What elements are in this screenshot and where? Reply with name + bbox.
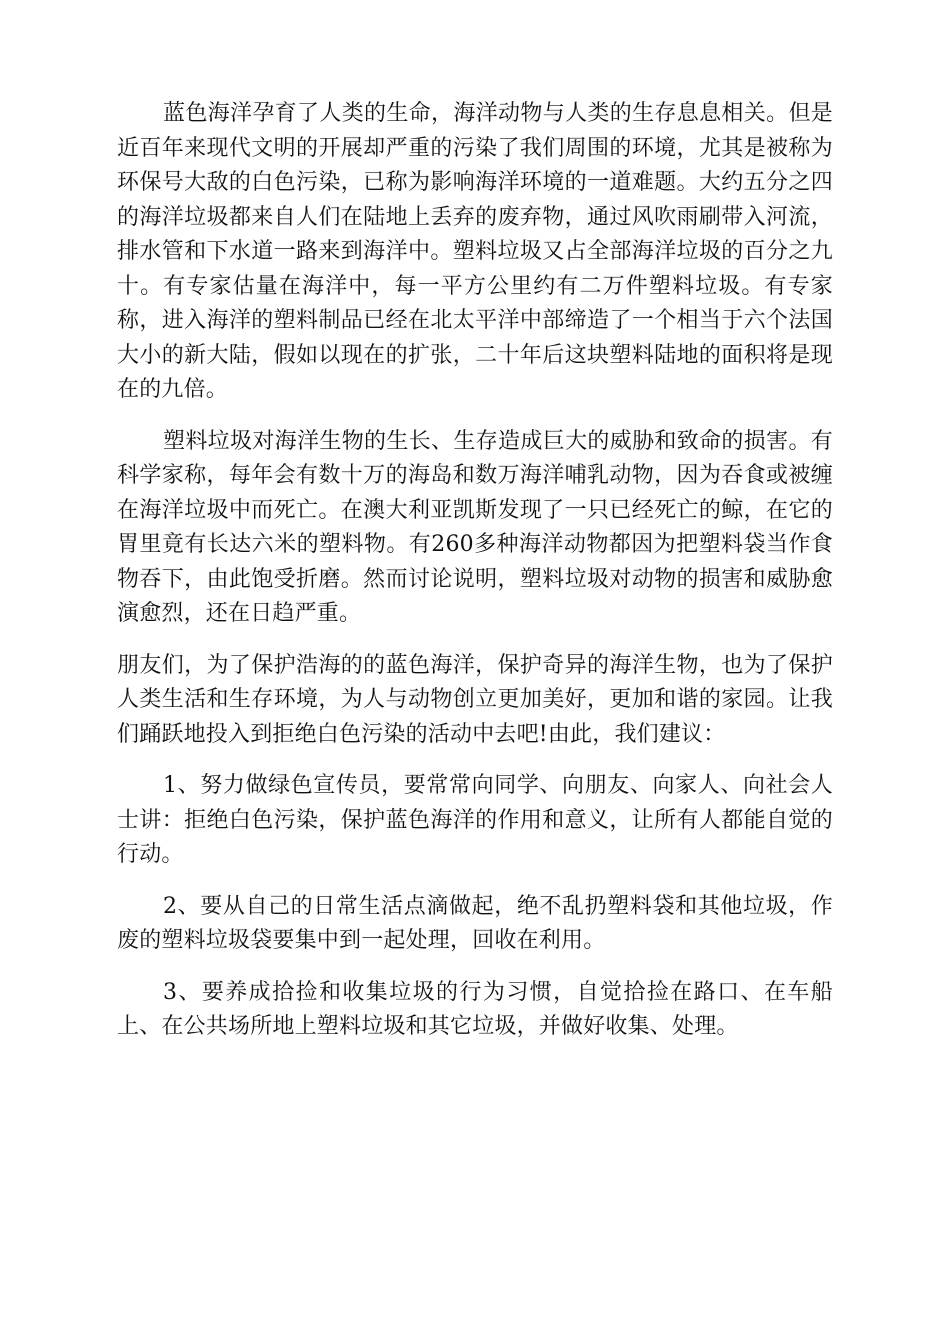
paragraph-ocean-intro: 蓝色海洋孕育了人类的生命，海洋动物与人类的生存息息相关。但是近百年来现代文明的开展却严重的污染了我们周围的环境，尤其是被称为环保号大敌的白色污染，已称为影响海洋环境的一道难题。大约五分之四的海洋垃圾都来自人们在陆地上丢弃的废弃物，通过风吹雨刷带入河流，排水管和下水道一路来到海洋中。塑料垃圾又占全部海洋垃圾的百分之九十。有专家估量在海洋中，每一平方公里约有二万件塑料垃圾。有专家称，进入海洋的塑料制品已经在北太平洋中部缔造了一个相当于六个法国大小的新大陆，假如以现在的扩张，二十年后这块塑料陆地的面积将是现在的九倍。 bbox=[117, 101, 833, 402]
paragraph-call-to-action: 朋友们，为了保护浩海的的蓝色海洋，保护奇异的海洋生物，也为了保护人类生活和生存环境，为人与动物创立更加美好，更加和谐的家园。让我们踊跃地投入到拒绝白色污染的活动中去吧!由此，我们建议： bbox=[117, 652, 833, 747]
paragraph-plastic-harm: 塑料垃圾对海洋生物的生长、生存造成巨大的威胁和致命的损害。有科学家称，每年会有数十万的海岛和数万海洋哺乳动物，因为吞食或被缠在海洋垃圾中而死亡。在澳大利亚凯斯发现了一只已经死亡的鲸，在它的胃里竟有长达六米的塑料物。有260多种海洋动物都因为把塑料袋当作食物吞下，由此饱受折磨。然而讨论说明，塑料垃圾对动物的损害和威胁愈演愈烈，还在日趋严重。 bbox=[117, 428, 833, 626]
proposal-item-3: 3、要养成拾捡和收集垃圾的行为习惯，自觉拾捡在路口、在车船上、在公共场所地上塑料垃圾和其它垃圾，并做好收集、处理。 bbox=[117, 979, 833, 1039]
proposal-item-2: 2、要从自己的日常生活点滴做起，绝不乱扔塑料袋和其他垃圾，作废的塑料垃圾袋要集中到一起处理，回收在利用。 bbox=[117, 893, 833, 953]
document-body bbox=[117, 97, 833, 1045]
proposal-item-1: 1、努力做绿色宣传员，要常常向同学、向朋友、向家人、向社会人士讲：拒绝白色污染，保护蓝色海洋的作用和意义，让所有人都能自觉的行动。 bbox=[117, 773, 833, 867]
